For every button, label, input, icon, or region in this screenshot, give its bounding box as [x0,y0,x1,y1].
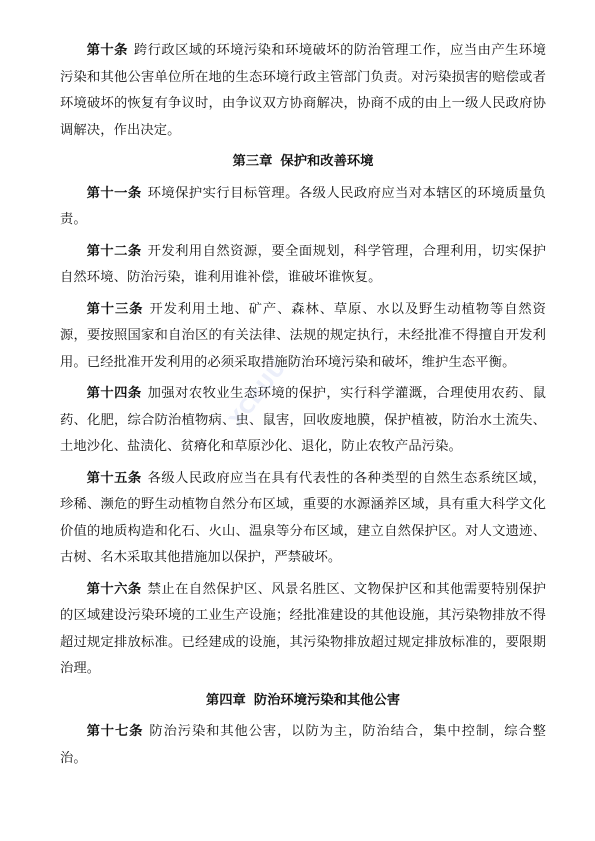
article-number: 第十三条 [86,301,144,317]
document-body [60,38,546,777]
article-11 [60,181,546,234]
article-text: 各级人民政府应当在具有代表性的各种类型的自然生态系统区域，珍稀、濒危的野生动植物自然分布区域，重要的水源涵养区域，具有重大科学文化价值的地质构造和化石、火山、温泉等分布区域，建立自然保护区。对人文遗迹、古树、名木采取其他措施加以保护，严禁破坏。 [60,470,546,565]
article-text: 开发利用自然资源，要全面规划，科学管理，合理利用，切实保护自然环境、防治污染，谁利用谁补偿，谁破坏谁恢复。 [60,243,546,285]
article-number: 第十六条 [86,581,142,597]
article-12 [60,239,546,292]
article-text: 环境保护实行目标管理。各级人民政府应当对本辖区的环境质量负责。 [60,185,546,227]
article-number: 第十条 [86,43,128,58]
article-number: 第十二条 [86,243,142,259]
article-text: 防治污染和其他公害，以防为主，防治结合，集中控制，综合整治。 [60,724,546,766]
article-text: 跨行政区域的环境污染和环境破坏的防治管理工作，应当由产生环境污染和其他公害单位所在地的生态环境行政主管部门负责。对污染损害的赔偿或者环境破坏的恢复有争议时，由争议双方协商解决，协商不成的由上一级人民政府协调解决，作出决定。 [60,43,546,138]
article-15 [60,466,546,572]
chapter-heading-4 [60,688,546,715]
article-text: 禁止在自然保护区、风景名胜区、文物保护区和其他需要特别保护的区域建设污染环境的工业生产设施；经批准建设的其他设施，其污染物排放不得超过规定排放标准。已经建成的设施，其污染物排放超过规定排放标准的，要限期治理。 [60,581,546,676]
article-14 [60,381,546,461]
article-text: 加强对农牧业生态环境的保护，实行科学灌溉，合理使用农药、鼠药、化肥，综合防治植物病、虫、鼠害，回收废地膜，保护植被，防治水土流失、土地沙化、盐渍化、贫瘠化和草原沙化、退化，防止农牧产品污染。 [60,386,546,454]
chapter-label: 第四章 [205,692,246,708]
watermark: XCBUU [223,355,291,432]
chapter-label: 第三章 [232,154,273,169]
article-16 [60,577,546,683]
chapter-title: 保护和改善环境 [280,154,374,169]
article-number: 第十一条 [86,185,142,201]
article-text: 开发利用土地、矿产、森林、草原、水以及野生动植物等自然资源，要按照国家和自治区的有关法律、法规的规定执行，未经批准不得擅自开发利用。已经批准开发利用的必须采取措施防治环境污染和破坏，维护生态平衡。 [60,301,546,370]
article-10 [60,38,546,144]
article-number: 第十七条 [86,724,144,739]
article-17 [60,719,546,772]
article-number: 第十五条 [86,470,142,486]
chapter-heading-3 [60,149,546,176]
chapter-title: 防治环境污染和其他公害 [253,692,401,708]
article-13 [60,297,546,377]
article-number: 第十四条 [86,386,142,401]
